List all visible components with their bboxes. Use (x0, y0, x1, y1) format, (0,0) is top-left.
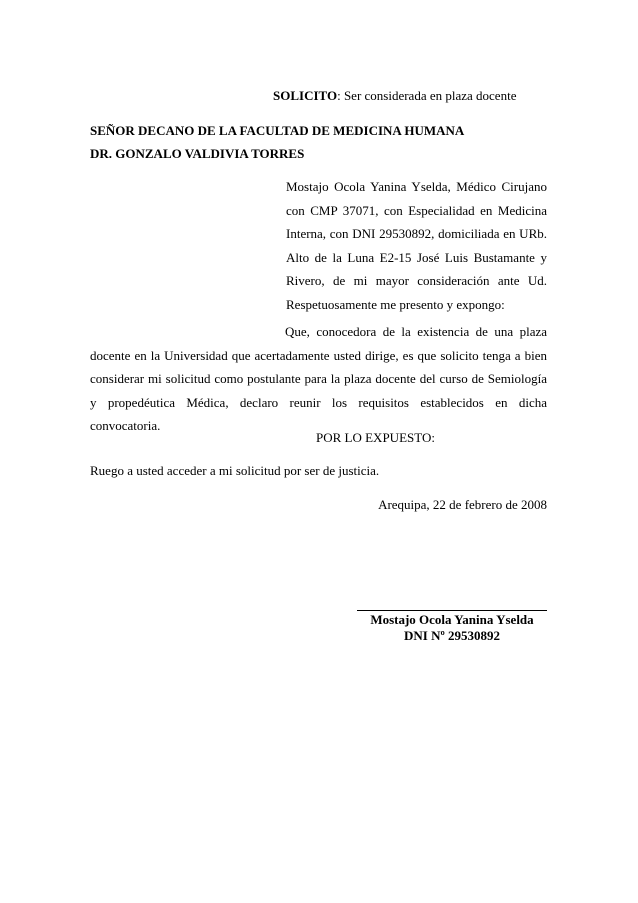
signature-line (357, 610, 547, 611)
addressee-name: DR. GONZALO VALDIVIA TORRES (90, 146, 305, 161)
por-lo-expuesto: POR LO EXPUESTO: (316, 430, 435, 445)
subject-line (273, 88, 516, 104)
place-and-date: Arequipa, 22 de febrero de 2008 (378, 497, 547, 512)
signature-block (357, 612, 547, 644)
subject-label: SOLICITO (273, 88, 338, 103)
signer-dni: DNI Nº 29530892 (403, 628, 500, 643)
applicant-introduction: Mostajo Ocola Yanina Yselda, Médico Cirujano con CMP 37071, con Especialidad en Medicina Interna, con DNI 29530892, domiciliada en URb. Alto de la Luna E2-15 José Luis Bustamante y Rivero, de mi mayor consideración ante Ud. Respetuosamente me presento y expongo: (286, 179, 547, 312)
signer-name: Mostajo Ocola Yanina Yselda (370, 612, 534, 627)
subject-text: : Ser considerada en plaza docente (337, 88, 517, 103)
addressee-title: SEÑOR DECANO DE LA FACULTAD DE MEDICINA HUMANA (90, 123, 465, 138)
request-paragraph: Que, conocedora de la existencia de una plaza docente en la Universidad que acertadamente usted dirige, es que solicito tenga a bien considerar mi solicitud como postulante para la plaza docente del curso de Semiología y propedéutica Médica, declaro reunir los requisitos establecidos en dicha convocatoria. (90, 324, 547, 433)
closing-request: Ruego a usted acceder a mi solicitud por ser de justicia. (90, 463, 380, 478)
